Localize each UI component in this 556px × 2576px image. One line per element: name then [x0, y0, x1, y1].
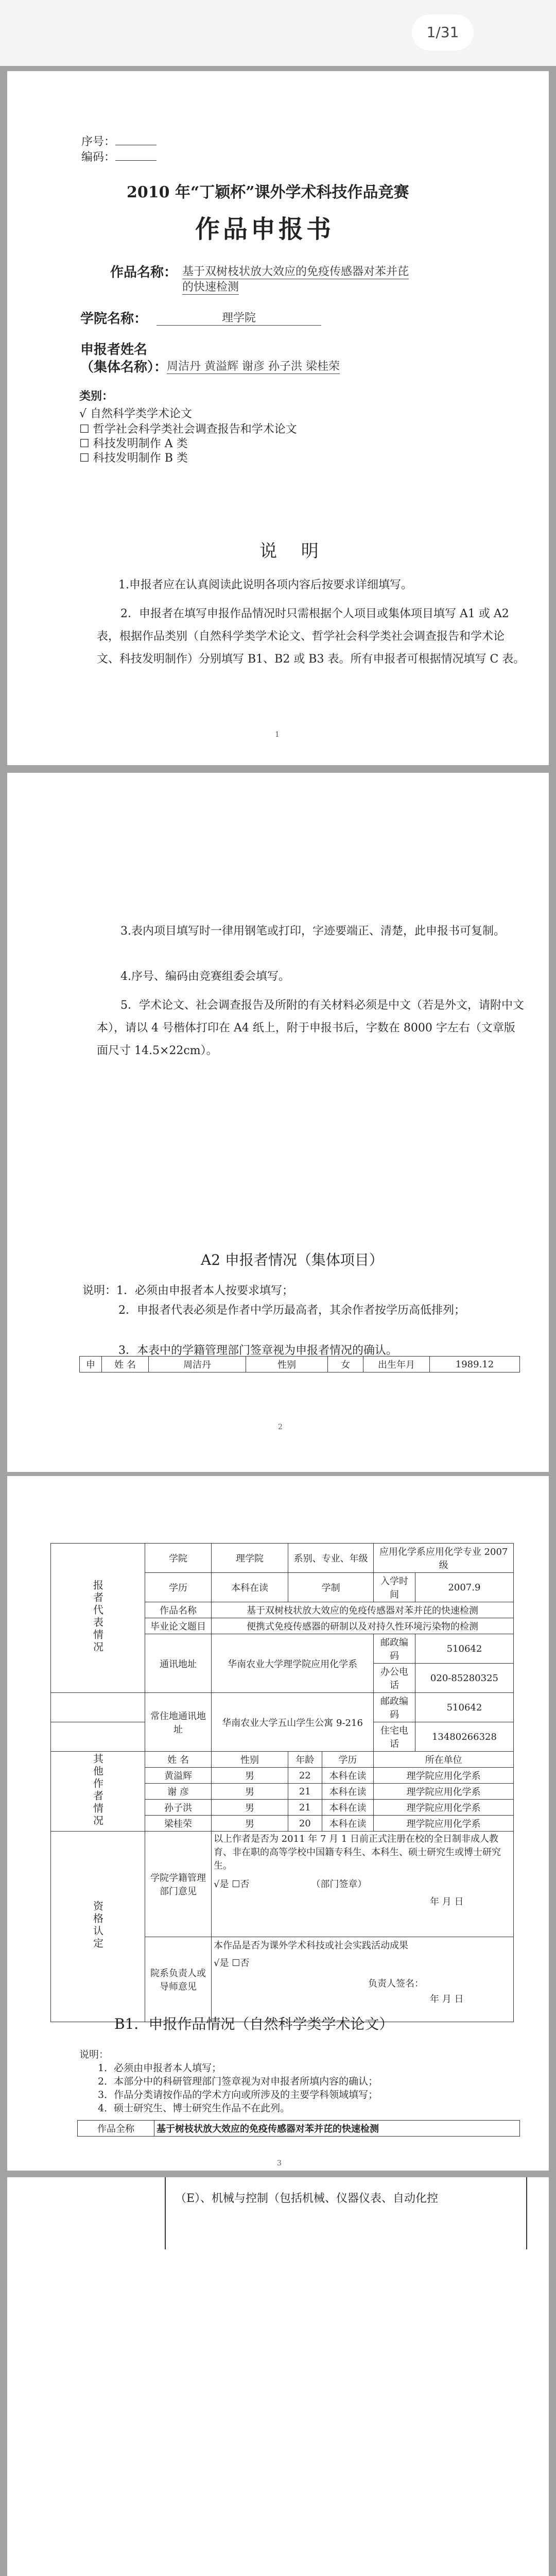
table-row — [51, 1832, 514, 1937]
registrar-choice: √是 ☐否 — [214, 1879, 250, 1890]
date-label: 年 月 日 — [430, 1994, 464, 2005]
b1-note: 1．必须由申报者本人填写； — [98, 2062, 222, 2074]
table-cell: 男 — [212, 1800, 288, 1816]
table-cell: 22 — [288, 1768, 322, 1784]
table-cell: 梁桂荣 — [145, 1816, 212, 1832]
table-row — [51, 1693, 514, 1722]
b1-note: 4．硕士研究生、博士研究生作品不在此列。 — [98, 2103, 290, 2114]
table-border — [526, 2177, 527, 2249]
registrar-question: 以上作者是否为 2011 年 7 月 1 日前正式注册在校的全日制非成人教育、非在职的高等学校中国籍专科生、本科生、硕士研究生或博士研究生。 — [214, 1834, 501, 1871]
table-header: 年龄 — [288, 1752, 322, 1768]
table-row — [80, 1357, 520, 1372]
table-cell: 理学院应用化学系 — [374, 1816, 514, 1832]
table-cell: 21 — [288, 1800, 322, 1816]
competition-title: 2010 年“丁颖杯”课外学术科技作品竞赛 — [127, 183, 409, 201]
group-label: 资格认定 — [51, 1832, 145, 2022]
document-page-1 — [7, 71, 549, 765]
a2-note: 3．本表中的学籍管理部门签章视为申报者情况的确认。 — [118, 1344, 397, 1357]
table-cell: 本科在读 — [322, 1800, 374, 1816]
table-cell: 510642 — [415, 1634, 513, 1664]
table-cell: 理学院应用化学系 — [374, 1800, 514, 1816]
b1-note: 说明： — [79, 2049, 109, 2060]
sign-label: 负责人签名： — [368, 1978, 424, 1989]
instruction-paragraph: 2．申报者在填写申报作品情况时只需根据个人项目或集体项目填写 A1 或 A2 表，根据作品类别（自然科学类学术论文、哲学社会科学类社会调查报告和学术论文、科技发明制作）分别填写 B1、B2 或 B3 表。所有申报者可根据情况填写 C 表。 — [97, 607, 525, 666]
category-option: √ 自然科学类学术论文 — [79, 408, 193, 420]
b1-note: 3．作品分类请按作品的学术方向或所涉及的主要学科领域填写； — [98, 2089, 378, 2100]
work-name-value-1: 基于双树枝状放大效应的免疫传感器对苯并芘 — [182, 263, 409, 279]
table-cell: 男 — [212, 1768, 288, 1784]
table-cell: 常住地通讯地址 — [145, 1693, 212, 1752]
table-cell: 性别 — [246, 1357, 328, 1372]
table-cell: 邮政编码 — [374, 1634, 415, 1664]
viewer-toolbar — [0, 0, 556, 66]
table-cell: 基于双树枝状放大效应的免疫传感器对苯并芘的快速检测 — [212, 1602, 514, 1618]
instruction-paragraph: 5．学术论文、社会调查报告及所附的有关材料必须是中文（若是外文，请附中文本），请以 4 号楷体打印在 A4 纸上，附于申报书后，字数在 8000 字左右（文章版面尺寸 14.5×22cm）。 — [97, 999, 524, 1057]
page-indicator[interactable]: 1/31 — [412, 14, 474, 50]
table-cell: 1989.12 — [430, 1357, 520, 1372]
group-label: 其他作者情况 — [51, 1752, 145, 1832]
code-field: 编码： — [81, 148, 157, 164]
a2-table — [79, 1356, 520, 1372]
a2-note: 说明：1．必须由申报者本人按要求填写； — [82, 1284, 293, 1297]
applicant-info-table — [50, 1543, 514, 2022]
table-cell: 黄溢辉 — [145, 1768, 212, 1784]
page-number: 3 — [277, 2159, 282, 2167]
table-header: 姓 名 — [145, 1752, 212, 1768]
table-cell: 男 — [212, 1784, 288, 1800]
table-cell: 谢 彦 — [145, 1784, 212, 1800]
table-header: 学历 — [322, 1752, 374, 1768]
table-cell: 通讯地址 — [145, 1634, 212, 1693]
table-cell: 作品全称 — [78, 2121, 154, 2137]
registrar-opinion — [212, 1832, 514, 1937]
instruction-paragraph: 4.序号、编码由竞赛组委会填写。 — [120, 970, 290, 983]
table-cell: 入学时间 — [374, 1573, 415, 1602]
table-cell: 华南农业大学五山学生公寓 9-216 — [212, 1693, 374, 1752]
applicant-label-1: 申报者姓名 — [80, 342, 148, 358]
table-cell: 理学院应用化学系 — [374, 1768, 514, 1784]
table-cell: 住宅电话 — [374, 1722, 415, 1752]
college-label: 学院名称： — [80, 311, 148, 327]
page-number: 2 — [278, 1423, 283, 1431]
table-cell: 孙子洪 — [145, 1800, 212, 1816]
b1-title: B1．申报作品情况（自然科学类学术论文） — [114, 2015, 394, 2032]
table-cell: 毕业论文题目 — [145, 1618, 212, 1634]
college-value: 理学院 — [157, 309, 321, 326]
table-cell: 理学院 — [212, 1544, 288, 1573]
table-cell: 学院学籍管理部门意见 — [145, 1832, 212, 1937]
table-cell: 本科在读 — [322, 1816, 374, 1832]
table-cell: 周洁丹 — [149, 1357, 246, 1372]
table-row — [78, 2121, 520, 2137]
category-label: 类别： — [79, 389, 114, 403]
table-cell: 020-85280325 — [415, 1664, 513, 1693]
table-cell: 作品名称 — [145, 1602, 212, 1618]
table-cell: 本科在读 — [322, 1768, 374, 1784]
table-header: 性别 — [212, 1752, 288, 1768]
table-cell: 院系负责人或导师意见 — [145, 1937, 212, 2022]
table-cell: 邮政编码 — [374, 1693, 415, 1722]
table-row — [51, 1752, 514, 1768]
section-heading: 说 明 — [259, 541, 328, 562]
table-cell: 便携式免疫传感器的研制以及对持久性环境污染物的检测 — [212, 1618, 514, 1634]
table-cell: 学院 — [145, 1544, 212, 1573]
table-cell: 本科在读 — [322, 1784, 374, 1800]
stamp-label: （部门签章） — [311, 1879, 367, 1890]
applicant-value: 周洁丹 黄溢辉 谢彦 孙子洪 梁桂荣 — [167, 358, 340, 374]
table-cell: 本科在读 — [212, 1573, 288, 1602]
a2-title: A2 申报者情况（集体项目） — [201, 1251, 384, 1268]
table-cell: 应用化学系应用化学专业 2007 级 — [374, 1544, 514, 1573]
table-cell: 姓 名 — [102, 1357, 149, 1372]
table-cell: 21 — [288, 1784, 322, 1800]
document-page-3 — [7, 1476, 549, 2171]
table-cell: 出生年月 — [363, 1357, 430, 1372]
instruction-paragraph: 1.申报者应在认真阅读此说明各项内容后按要求详细填写。 — [118, 579, 412, 591]
document-page-2 — [7, 773, 549, 1472]
category-option: ☐ 哲学社会科学类社会调查报告和学术论文 — [79, 423, 297, 436]
table-cell: 20 — [288, 1816, 322, 1832]
table-cell: 申 — [80, 1357, 102, 1372]
table-cell: 510642 — [415, 1693, 513, 1722]
document-title: 作品申报书 — [195, 215, 335, 244]
table-header: 所在单位 — [374, 1752, 514, 1768]
advisor-opinion — [212, 1937, 514, 2022]
table-cell: 2007.9 — [415, 1573, 513, 1602]
table-cell: 男 — [212, 1816, 288, 1832]
table-cell: 系别、专业、年级 — [288, 1544, 374, 1573]
work-name-label: 作品名称： — [110, 265, 178, 280]
a2-note: 2．申报者代表必须是作者中学历最高者，其余作者按学历高低排列； — [118, 1304, 465, 1317]
serial-field: 序号： — [81, 133, 157, 149]
table-cell: 办公电话 — [374, 1664, 415, 1693]
table-cell: 华南农业大学理学院应用化学系 — [212, 1634, 374, 1693]
table-row — [51, 1544, 514, 1573]
category-item: （E）、机械与控制（包括机械、仪器仪表、自动化控 — [175, 2192, 439, 2205]
applicant-label-2: （集体名称）： — [80, 360, 168, 375]
instruction-paragraph: 3.表内项目填写时一律用钢笔或打印，字迹要端正、清楚，此申报书可复制。 — [120, 925, 505, 938]
table-cell: 13480266328 — [415, 1722, 513, 1752]
b1-table — [77, 2120, 520, 2137]
date-label: 年 月 日 — [430, 1896, 464, 1907]
advisor-choice: √是 ☐否 — [214, 1958, 250, 1969]
work-name-value-2: 的快速检测 — [182, 278, 239, 295]
b1-note: 2．本部分中的科研管理部门签章视为对申报者所填内容的确认； — [98, 2076, 378, 2087]
advisor-question: 本作品是否为课外学术科技或社会实践活动成果 — [214, 1940, 408, 1951]
table-cell: 学制 — [288, 1573, 374, 1602]
table-cell: 女 — [328, 1357, 363, 1372]
table-cell: 理学院应用化学系 — [374, 1784, 514, 1800]
category-option: ☐ 科技发明制作 A 类 — [79, 437, 188, 450]
page-number: 1 — [275, 731, 280, 739]
group-label: 报者代表情况 — [51, 1544, 145, 1693]
category-option: ☐ 科技发明制作 B 类 — [79, 452, 188, 465]
document-page-4 — [7, 2177, 549, 2576]
table-cell: 学历 — [145, 1573, 212, 1602]
table-cell: 基于树枝状放大效应的免疫传感器对苯并芘的快速检测 — [154, 2121, 520, 2137]
table-border — [165, 2177, 166, 2249]
